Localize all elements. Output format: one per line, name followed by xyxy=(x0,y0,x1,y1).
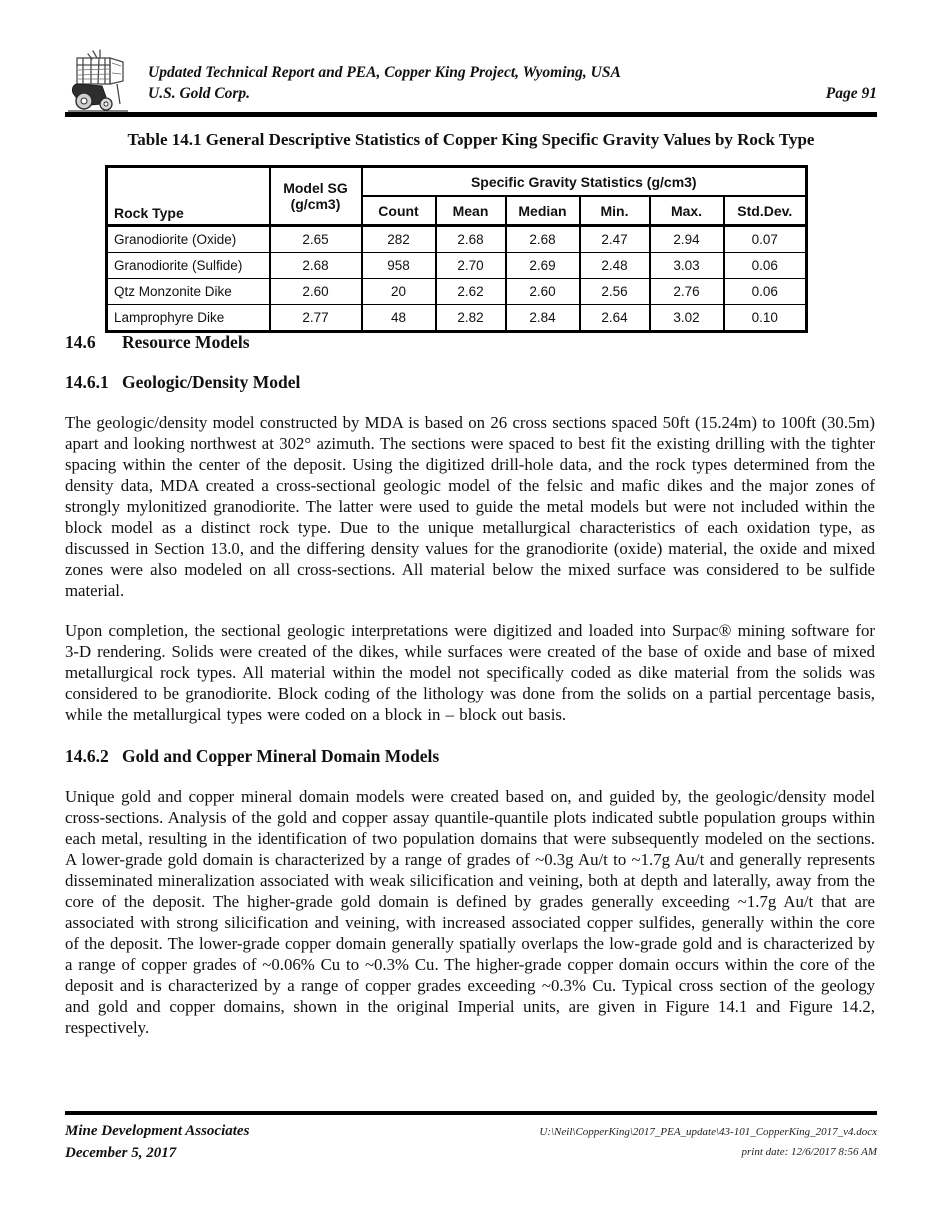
stat-cell-median: 2.68 xyxy=(506,226,580,253)
table-header-row-1 xyxy=(107,167,807,197)
rock-type-cell: Granodiorite (Sulfide) xyxy=(107,253,270,279)
stat-cell-stddev: 0.10 xyxy=(724,305,807,332)
footer-print-date: print date: 12/6/2017 8:56 AM xyxy=(741,1146,877,1158)
paragraph-geologic-model-2: Upon completion, the sectional geologic interpretations were digitized and loaded into Surpac® mining software for 3-D rendering. Solids were created of the dikes, while surfaces were created of the base of oxide and base of mixed metallurgical rock types. All material within the model not specifically coded as dike material from the solids was considered to be granodiorite. Block coding of the lithology was done from the solids on a partial percentage basis, while the metallurgical types were coded on a block in – block out basis. xyxy=(65,621,875,724)
model-sg-cell: 2.60 xyxy=(270,279,362,305)
stat-cell-count: 48 xyxy=(362,305,436,332)
footer-divider xyxy=(65,1111,877,1115)
stat-cell-stddev: 0.06 xyxy=(724,279,807,305)
stat-cell-stddev: 0.06 xyxy=(724,253,807,279)
stat-cell-max: 2.94 xyxy=(650,226,724,253)
column-header-max: Max. xyxy=(650,196,724,226)
report-title: Updated Technical Report and PEA, Copper King Project, Wyoming, USA xyxy=(148,64,621,81)
stat-cell-max: 3.03 xyxy=(650,253,724,279)
stat-cell-min: 2.48 xyxy=(580,253,650,279)
section-heading-14-6-1 xyxy=(65,372,875,393)
report-header xyxy=(148,62,621,104)
page-number: Page 91 xyxy=(825,85,877,102)
company-name: U.S. Gold Corp. xyxy=(148,85,251,102)
stat-cell-median: 2.69 xyxy=(506,253,580,279)
model-sg-cell: 2.65 xyxy=(270,226,362,253)
table-caption: Table 14.1 General Descriptive Statistics of Copper King Specific Gravity Values by Rock Type xyxy=(127,130,815,149)
column-header-median: Median xyxy=(506,196,580,226)
page-body xyxy=(65,330,875,1038)
column-header-mean: Mean xyxy=(436,196,506,226)
model-sg-units: (g/cm3) xyxy=(290,196,341,212)
stat-cell-mean: 2.82 xyxy=(436,305,506,332)
rock-type-cell: Granodiorite (Oxide) xyxy=(107,226,270,253)
footer-left xyxy=(65,1120,249,1164)
stat-cell-mean: 2.68 xyxy=(436,226,506,253)
mining-machine-logo-icon xyxy=(62,48,136,116)
table-row xyxy=(107,253,807,279)
stat-cell-stddev: 0.07 xyxy=(724,226,807,253)
paragraph-mineral-domains-1: Unique gold and copper mineral domain models were created based on, and guided by, the geologic/density model cross-sections. Analysis of the gold and copper assay quantile-quantile plots indicated subtle population groups within each metal, resulting in the identification of two population domains that were subsequently modeled on the sections. A lower-grade gold domain is characterized by a range of grades of ~0.3g Au/t to ~1.7g Au/t and generally represents disseminated mineralization associated with weak silicification and veining, both at depth and laterally, away from the core of the deposit. The higher-grade gold domain is defined by grades generally exceeding ~1.7g Au/t that are associated with strong silicification and veining, with increased associated copper sulfides, generally within the core of the deposit. The lower-grade copper domain generally spatially overlaps the low-grade gold and is characterized by a range of copper grades of ~0.06% Cu to ~0.3% Cu. The higher-grade copper domain occurs within the core of the deposit and is characterized by a range of copper grades exceeding ~0.3% Cu. Typical cross section of the geology and gold and copper domains, shown in the original Imperial units, are given in Figure 14.1 and Figure 14.2, respectively. xyxy=(65,787,875,1037)
stat-cell-min: 2.56 xyxy=(580,279,650,305)
section-title: Gold and Copper Mineral Domain Models xyxy=(122,746,440,766)
specific-gravity-table xyxy=(105,165,808,333)
footer-file-path: U:\Neil\CopperKing\2017_PEA_update\43-101_CopperKing_2017_v4.docx xyxy=(539,1126,877,1138)
table-row xyxy=(107,226,807,253)
footer-date: December 5, 2017 xyxy=(65,1145,177,1161)
section-heading-14-6 xyxy=(65,332,875,353)
footer-company: Mine Development Associates xyxy=(65,1123,250,1139)
model-sg-cell: 2.77 xyxy=(270,305,362,332)
section-heading-14-6-2 xyxy=(65,746,875,767)
paragraph-geologic-model-1: The geologic/density model constructed by MDA is based on 26 cross sections spaced 50ft (15.24m) to 100ft (30.5m) apart and looking northwest at 302° azimuth. The sections were spaced to best fit the existing drilling with the tighter spacing within the center of the deposit. Using the digitized drill-hole data, and the rock types determined from the density data, MDA created a cross-sectional geologic model of the felsic and mafic dikes and the major zones of strongly mylonitized granodiorite. The latter were used to guide the metal models but were not included within the block model as a distinct rock type. Due to the unique metallurgical characteristics of each oxidation type, as discussed in Section 13.0, and the differing density values for the granodiorite (oxide) material, the oxide and mixed zones were also modeled on all cross-sections. All material below the mixed surface was considered to be sulfide material. xyxy=(65,413,875,600)
stat-cell-min: 2.64 xyxy=(580,305,650,332)
header-divider xyxy=(65,112,877,117)
stat-cell-median: 2.84 xyxy=(506,305,580,332)
rock-type-cell: Lamprophyre Dike xyxy=(107,305,270,332)
section-number: 14.6 xyxy=(65,332,96,352)
column-header-rock-type: Rock Type xyxy=(107,167,270,226)
column-header-model-sg xyxy=(270,167,362,226)
column-header-stddev: Std.Dev. xyxy=(724,196,807,226)
stat-cell-mean: 2.70 xyxy=(436,253,506,279)
stat-cell-count: 958 xyxy=(362,253,436,279)
stat-cell-max: 2.76 xyxy=(650,279,724,305)
column-header-min: Min. xyxy=(580,196,650,226)
column-header-count: Count xyxy=(362,196,436,226)
stat-cell-count: 282 xyxy=(362,226,436,253)
model-sg-label: Model SG xyxy=(283,180,348,196)
stat-cell-count: 20 xyxy=(362,279,436,305)
section-title: Geologic/Density Model xyxy=(122,372,301,392)
section-number: 14.6.2 xyxy=(65,746,109,766)
stat-cell-mean: 2.62 xyxy=(436,279,506,305)
stat-cell-median: 2.60 xyxy=(506,279,580,305)
table-row xyxy=(107,305,807,332)
stat-cell-max: 3.02 xyxy=(650,305,724,332)
section-number: 14.6.1 xyxy=(65,372,109,392)
rock-type-cell: Qtz Monzonite Dike xyxy=(107,279,270,305)
section-title: Resource Models xyxy=(122,332,250,352)
group-header-sg-statistics: Specific Gravity Statistics (g/cm3) xyxy=(362,167,807,197)
model-sg-cell: 2.68 xyxy=(270,253,362,279)
table-row xyxy=(107,279,807,305)
stat-cell-min: 2.47 xyxy=(580,226,650,253)
footer-right xyxy=(539,1122,877,1162)
